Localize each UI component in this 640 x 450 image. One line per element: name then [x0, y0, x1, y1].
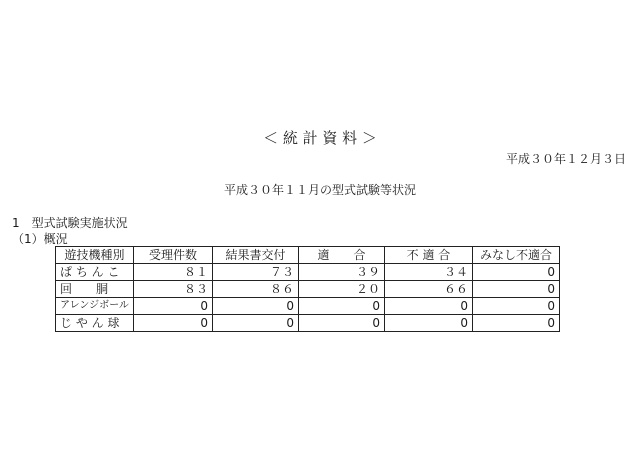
subsection-heading: （1）概況 — [12, 232, 68, 246]
header-machine-type: 遊技機種別 — [56, 247, 134, 264]
section-heading: 1 型式試験実施状況 — [12, 216, 128, 230]
table-row — [56, 315, 560, 332]
cell-value: ８１ — [134, 264, 213, 281]
table-row — [56, 298, 560, 315]
header-results-issued: 結果書交付 — [213, 247, 299, 264]
cell-value: 0 — [385, 315, 473, 332]
header-passed: 適 合 — [299, 247, 385, 264]
cell-value: 0 — [299, 315, 385, 332]
cell-value: ３９ — [299, 264, 385, 281]
table-row — [56, 281, 560, 298]
row-label: ぱ ち ん こ — [56, 264, 134, 281]
row-label: じ や ん 球 — [56, 315, 134, 332]
cell-value: 0 — [473, 298, 560, 315]
cell-value: 0 — [213, 315, 299, 332]
page-title: ＜ 統 計 資 料 ＞ — [263, 129, 377, 147]
stats-table — [55, 246, 560, 332]
cell-value: ８６ — [213, 281, 299, 298]
cell-value: 0 — [213, 298, 299, 315]
cell-value: ７３ — [213, 264, 299, 281]
header-deemed-failed: みなし不適合 — [473, 247, 560, 264]
cell-value: 0 — [473, 264, 560, 281]
table-header-row — [56, 247, 560, 264]
cell-value: 0 — [134, 315, 213, 332]
cell-value: 0 — [134, 298, 213, 315]
document-date: 平成３０年１２月３日 — [505, 152, 626, 166]
table-row — [56, 264, 560, 281]
document-subtitle: 平成３０年１１月の型式試験等状況 — [223, 183, 416, 197]
row-label: アレンジボール — [56, 298, 134, 315]
cell-value: ８３ — [134, 281, 213, 298]
cell-value: 0 — [299, 298, 385, 315]
cell-value: 0 — [473, 315, 560, 332]
header-failed: 不 適 合 — [385, 247, 473, 264]
cell-value: ３４ — [385, 264, 473, 281]
cell-value: ２０ — [299, 281, 385, 298]
cell-value: ６６ — [385, 281, 473, 298]
row-label: 回 胴 — [56, 281, 134, 298]
header-received: 受理件数 — [134, 247, 213, 264]
cell-value: 0 — [385, 298, 473, 315]
cell-value: 0 — [473, 281, 560, 298]
